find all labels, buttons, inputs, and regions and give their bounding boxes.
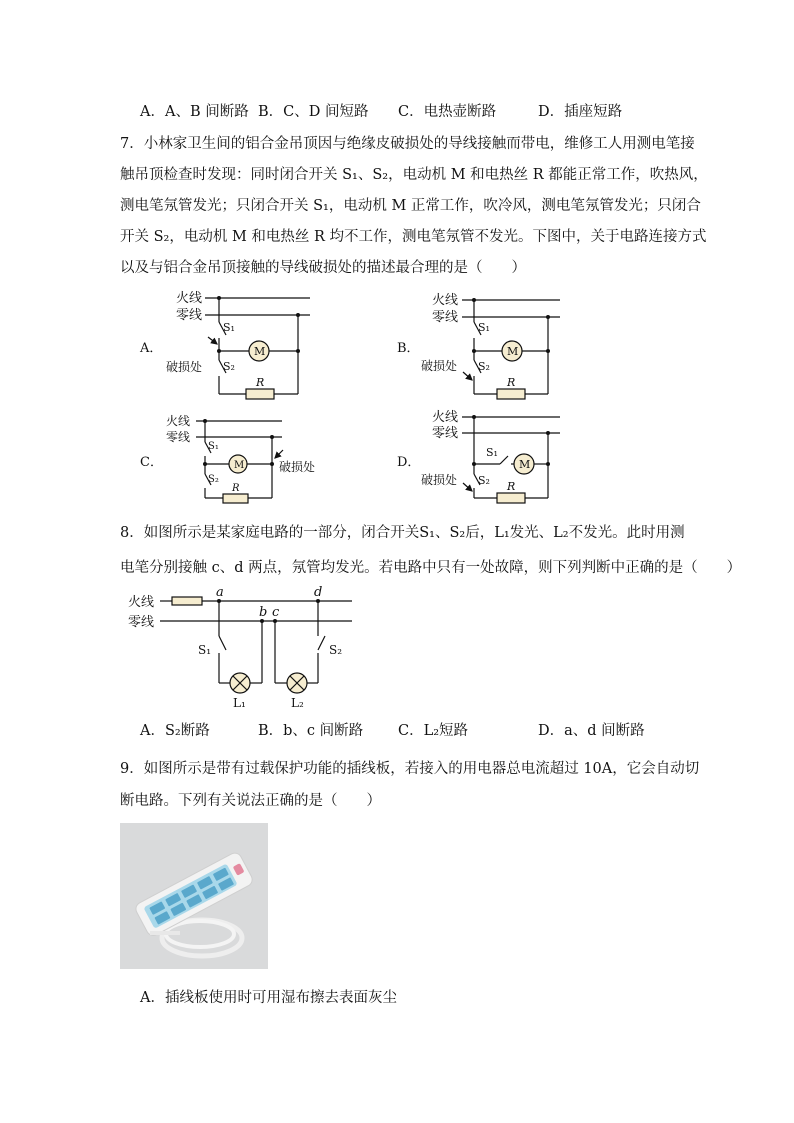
svg-text:C．: C． — [140, 455, 163, 470]
svg-text:S₂: S₂ — [478, 474, 490, 487]
svg-text:零线: 零线 — [176, 308, 203, 323]
svg-text:S₂: S₂ — [329, 643, 343, 657]
svg-text:c: c — [272, 605, 280, 620]
q8-options — [140, 721, 645, 741]
svg-text:S₂: S₂ — [478, 360, 490, 373]
svg-text:L₂: L₂ — [291, 696, 304, 710]
q6-options — [140, 102, 622, 122]
power-strip-photo — [120, 823, 268, 969]
svg-text:D．: D． — [397, 455, 421, 470]
q8-circuit-diagram — [0, 585, 794, 715]
q8-option-c: C．L₂短路 — [398, 723, 469, 739]
q9-line-1: 9．如图所示是带有过载保护功能的插线板，若接入的用电器总电流超过 10A，它会自动切 — [120, 761, 700, 777]
svg-text:R: R — [507, 376, 516, 389]
q8-line-1: 8．如图所示是某家庭电路的一部分，闭合开关S₁、S₂后，L₁发光、L₂不发光。此时用测 — [120, 525, 685, 541]
q7-circuit-diagrams — [0, 285, 794, 515]
svg-text:b: b — [259, 605, 268, 620]
svg-text:S₁: S₁ — [198, 643, 212, 657]
svg-text:破损处: 破损处 — [421, 359, 458, 373]
svg-text:火线: 火线 — [176, 291, 203, 306]
svg-text:a: a — [216, 585, 224, 600]
q6-option-a: A．A、B 间断路 — [140, 104, 249, 120]
svg-text:d: d — [314, 585, 323, 600]
q8-option-b: B．b、c 间断路 — [258, 723, 364, 739]
svg-text:火线: 火线 — [432, 293, 459, 308]
svg-text:R: R — [256, 376, 265, 389]
q7-line-1: 7．小林家卫生间的铝合金吊顶因与绝缘皮破损处的导线接触而带电，维修工人用测电笔接 — [120, 136, 695, 152]
svg-text:破损处: 破损处 — [166, 360, 203, 374]
svg-text:L₁: L₁ — [233, 696, 246, 710]
q8-line-2: 电笔分别接触 c、d 两点，氖管均发光。若电路中只有一处故障，则下列判断中正确的是（ ） — [120, 560, 742, 576]
q8-option-a: A．S₂断路 — [140, 723, 210, 739]
q7-line-3: 测电笔氖管发光；只闭合开关 S₁，电动机 M 正常工作，吹冷风，测电笔氖管发光；只闭合 — [120, 198, 701, 214]
svg-text:S₂: S₂ — [208, 474, 219, 485]
q9-option-a: A．插线板使用时可用湿布擦去表面灰尘 — [140, 990, 397, 1006]
svg-text:B．: B． — [397, 341, 420, 356]
svg-text:R: R — [507, 480, 516, 493]
q6-option-d: D．插座短路 — [538, 104, 623, 120]
svg-text:R: R — [232, 483, 240, 494]
svg-text:火线: 火线 — [432, 410, 459, 425]
q8-option-d: D．a、d 间断路 — [538, 723, 645, 739]
q7-line-2: 触吊顶检查时发现：同时闭合开关 S₁、S₂，电动机 M 和电热丝 R 都能正常工作，吹热风， — [120, 167, 708, 183]
svg-text:火线: 火线 — [128, 595, 155, 610]
svg-text:破损处: 破损处 — [279, 460, 316, 474]
svg-text:火线: 火线 — [166, 414, 191, 428]
svg-text:M: M — [507, 345, 519, 358]
svg-text:M: M — [234, 460, 245, 471]
svg-text:零线: 零线 — [432, 426, 459, 441]
svg-text:M: M — [519, 458, 531, 471]
svg-text:零线: 零线 — [128, 615, 155, 630]
q6-option-b: B．C、D 间短路 — [258, 104, 369, 120]
svg-text:S₁: S₁ — [478, 321, 490, 334]
q7-line-5: 以及与铝合金吊顶接触的导线破损处的描述最合理的是（ ） — [120, 260, 526, 276]
svg-text:S₁: S₁ — [223, 321, 235, 334]
svg-text:S₂: S₂ — [223, 360, 235, 373]
svg-text:S₁: S₁ — [486, 446, 498, 459]
svg-text:零线: 零线 — [432, 310, 459, 325]
q9-line-2: 断电路。下列有关说法正确的是（ ） — [120, 793, 381, 809]
svg-text:破损处: 破损处 — [421, 473, 458, 487]
svg-text:零线: 零线 — [166, 430, 191, 444]
q7-line-4: 开关 S₂，电动机 M 和电热丝 R 均不工作，测电笔氖管不发光。下图中，关于电路连接方式 — [120, 229, 707, 245]
svg-text:M: M — [254, 345, 266, 358]
svg-text:S₁: S₁ — [208, 441, 219, 452]
q6-option-c: C．电热壶断路 — [398, 104, 497, 120]
svg-text:A．: A． — [140, 341, 163, 356]
